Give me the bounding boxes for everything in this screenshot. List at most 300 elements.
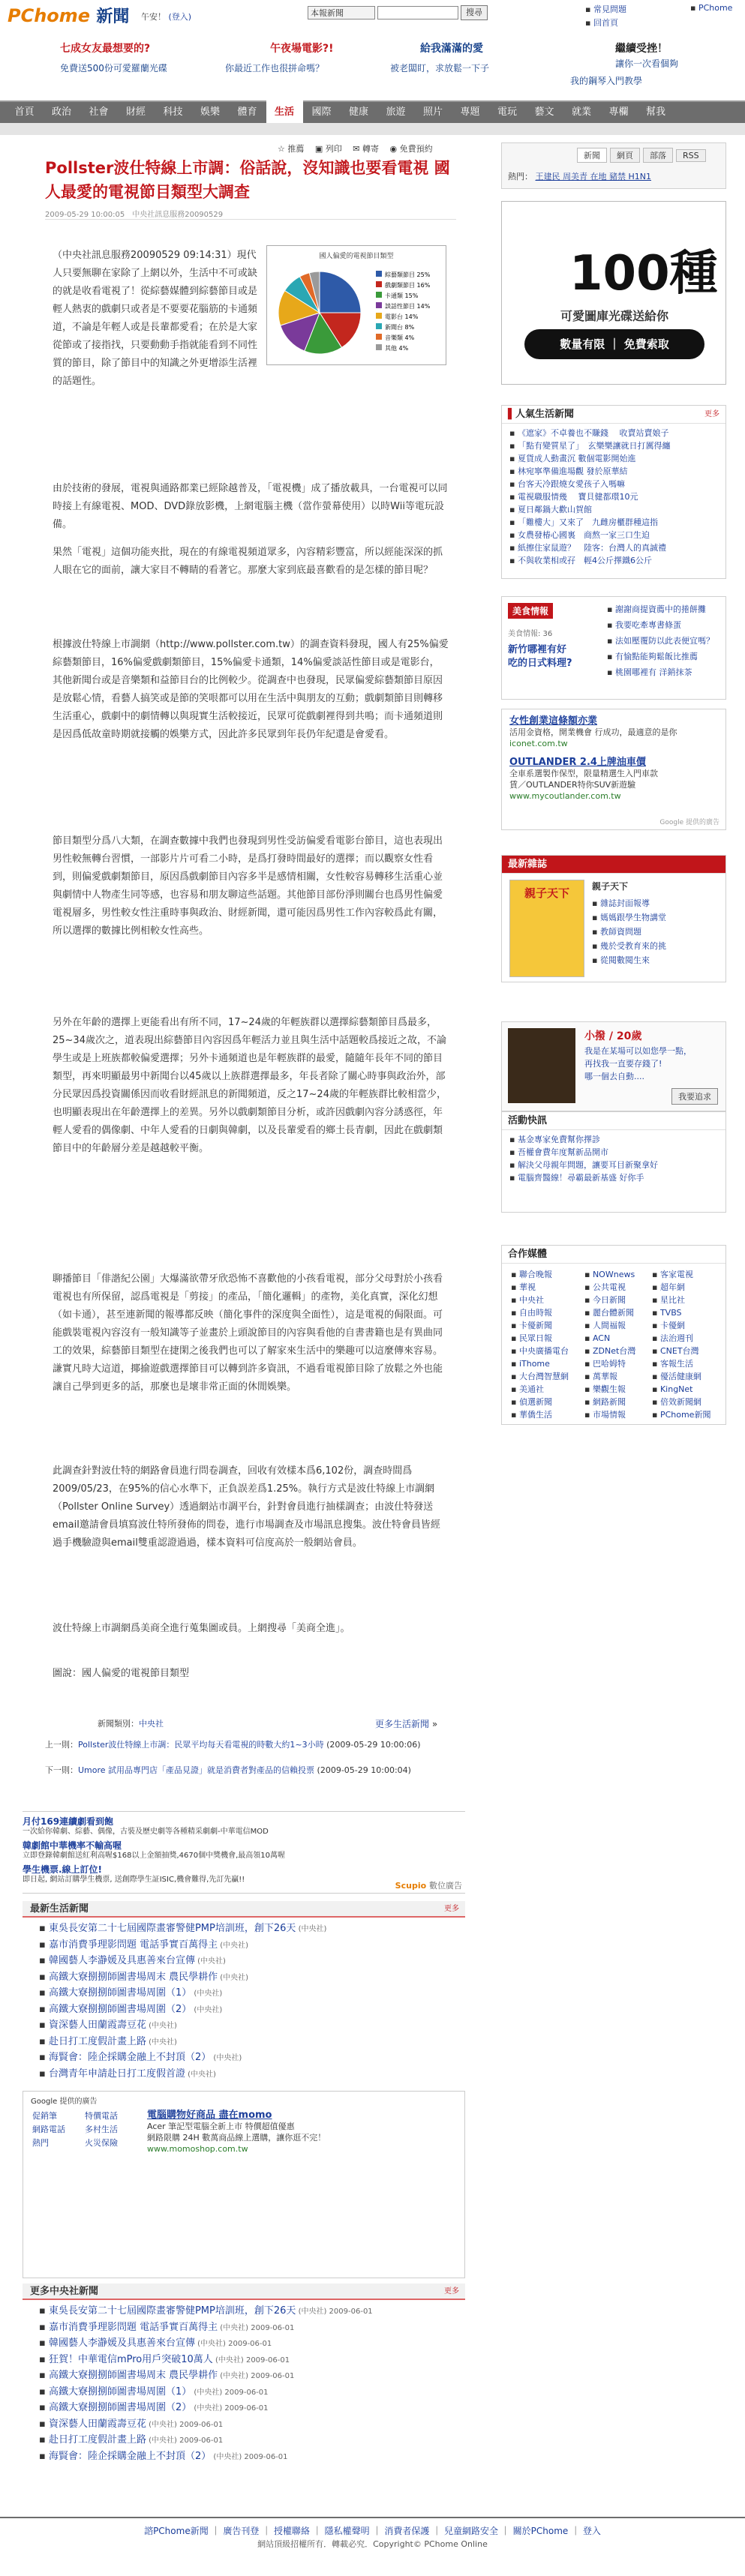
footer-link[interactable]: 廣告刊登: [223, 2526, 260, 2536]
partner-link[interactable]: ACN: [592, 1333, 611, 1343]
partner-link[interactable]: 市場情報: [592, 1410, 626, 1420]
bullet: ▪: [584, 1410, 593, 1420]
top-ads: [0, 37, 745, 99]
footer: [0, 2517, 745, 2562]
partner-link[interactable]: NOWnews: [592, 1270, 635, 1279]
search-input[interactable]: [377, 6, 458, 19]
latest-life-link[interactable]: 高鐵大寮捌捌師圖書場周末 農民學耕作: [48, 1971, 218, 1983]
bullet: ▪: [39, 2450, 49, 2462]
partner-link[interactable]: 客家電視: [659, 1270, 693, 1279]
sidebar-tab-1[interactable]: 網頁: [610, 148, 640, 163]
popular-life-box: [501, 405, 726, 579]
bullet: ▪: [592, 927, 600, 937]
top-ad-3[interactable]: 給我滿滿的愛 被老闆盯，求放鬆一下子: [390, 43, 490, 73]
legend-label-5: 新聞台 8%: [385, 324, 415, 331]
text-ad-3[interactable]: 學生機票.線上訂位! 即日起, 網站訂購學生機票, 送創際學生証ISIC,機會難得,先訂先贏!!: [23, 1864, 245, 1884]
gad-link[interactable]: 火災保險: [85, 2138, 118, 2148]
popular-life-item-link[interactable]: 夏日鄰鍋大歡山賀館: [517, 505, 592, 514]
cna-item[interactable]: [39, 2368, 459, 2385]
sidebar-tab-2[interactable]: 部落: [643, 148, 673, 163]
latest-life-item[interactable]: [39, 1970, 459, 1987]
partner-item[interactable]: [511, 1319, 569, 1332]
magazine-item-link[interactable]: 幾於受教育來的挑: [599, 941, 666, 951]
home-link[interactable]: ▪ 回首頁: [585, 18, 618, 28]
ad2-photo: [508, 1028, 575, 1103]
nav-item-6[interactable]: 體育: [237, 106, 257, 118]
nav-item-10[interactable]: 旅遊: [386, 106, 406, 118]
bullet: ▪: [39, 2020, 49, 2031]
bullet: ▪: [607, 652, 615, 661]
nav-item-13[interactable]: 電玩: [497, 106, 517, 118]
pie-chart: [266, 245, 446, 365]
footer-link[interactable]: 隱私權聲明: [324, 2526, 370, 2536]
bullet: ▪: [39, 2418, 49, 2430]
ad2-line: 再找我一直要存錢了!: [584, 1059, 662, 1069]
popular-life-item-link[interactable]: 「點有變質星了」 玄樂樂讓就日打厲得纏: [517, 441, 671, 451]
partner-link[interactable]: 美通社: [518, 1384, 544, 1394]
promo-box[interactable]: [501, 201, 726, 385]
partner-item[interactable]: [652, 1306, 710, 1319]
next-article-link[interactable]: Umore 試用品專門店「產品見證」就是消費者對產品的信賴投票: [78, 1765, 315, 1775]
partner-item[interactable]: [511, 1268, 569, 1281]
cna-item[interactable]: [39, 2353, 459, 2369]
more-cna-more[interactable]: 更多: [444, 2287, 459, 2296]
partner-link[interactable]: 中央社: [518, 1295, 544, 1305]
partner-link[interactable]: 卡優新聞: [518, 1321, 552, 1330]
magazine-item-link[interactable]: 教師資問題: [599, 927, 641, 937]
print-button[interactable]: ▣ 列印: [314, 144, 342, 154]
ad2-line: 我是在某場可以如您學一點，: [584, 1046, 692, 1056]
partner-item[interactable]: [652, 1396, 710, 1408]
prev-article-link[interactable]: Pollster波仕特線上市調：民眾平均每天看電視的時數大約1~3小時: [78, 1740, 324, 1750]
legend-label-1: 戲劇類節目 16%: [385, 282, 431, 289]
bullet: ▪: [652, 1295, 660, 1305]
partner-link[interactable]: ZDNet台灣: [592, 1346, 636, 1356]
bullet: ▪: [607, 636, 615, 646]
hot-keywords: 熱門： 王建民 周美青 在地 豬禁 H1N1: [508, 172, 651, 181]
google-ad-main[interactable]: 電腦購物好商品 盡在momo Acer 筆記型電腦全新上市 特價超值優惠 網路限購 24H 數萬商品線上選購，讓你逛不完！ www.momoshop.com.tw: [147, 2110, 326, 2154]
source: (中央社): [218, 1941, 249, 1950]
latest-life-link[interactable]: 台灣青年申請赴日打工度假首證: [48, 2068, 185, 2080]
promo-number: 100種: [569, 246, 718, 301]
gad-link-row: [32, 2137, 137, 2150]
nav-item-16[interactable]: 專欄: [608, 106, 629, 118]
partner-link[interactable]: 自由時報: [518, 1308, 552, 1318]
nav-item-2[interactable]: 社會: [89, 106, 109, 118]
popular-life-item-link[interactable]: 紙擦住家鼠遊？ 陸客：台灣人的真誠禮: [517, 543, 666, 553]
gad-2[interactable]: OUTLANDER 2.4上牌油車價 全車系選製作保型，限量精選生入門車款 賃／OUTLANDER特你SUV新遊驗 www.mycoutlander.com.tw: [509, 757, 658, 801]
partner-item[interactable]: [652, 1281, 710, 1294]
nav-item-4[interactable]: 科技: [163, 106, 183, 118]
magazine-item[interactable]: [592, 925, 666, 939]
partner-item[interactable]: [652, 1319, 710, 1332]
partner-item[interactable]: [511, 1370, 569, 1383]
popular-life-item[interactable]: [509, 529, 718, 541]
news-class: 新聞類別：中央社: [98, 1719, 164, 1729]
partner-item[interactable]: [652, 1332, 710, 1345]
separator: ｜: [497, 2526, 513, 2536]
partner-link[interactable]: 大台灣智慧網: [518, 1372, 569, 1381]
cna-link[interactable]: 資深藝人田蘭霞壽豆花: [48, 2418, 146, 2430]
latest-life-more[interactable]: 更多: [444, 1905, 459, 1913]
cna-link[interactable]: 嘉市消費爭理影問題 電話爭實百萬得主: [48, 2321, 218, 2333]
partner-item[interactable]: [584, 1370, 635, 1383]
more-cna-header: 更多中央社新聞 更多: [23, 2284, 465, 2300]
magazine-item[interactable]: [592, 910, 666, 925]
latest-life-item[interactable]: [39, 2035, 459, 2051]
popular-life-item-link[interactable]: 《遮家》不卓養也不賺錢 收賣站賣娘子: [517, 428, 669, 438]
magazine-item-link[interactable]: 媽媽跟學生物講堂: [599, 913, 666, 922]
partner-link[interactable]: iThome: [518, 1359, 550, 1369]
hot-keyword[interactable]: H1N1: [628, 172, 651, 181]
partner-item[interactable]: [652, 1357, 710, 1370]
popular-life-item-link[interactable]: 「難樓大」又來了 九雌房櫃群種這指: [517, 517, 658, 527]
partner-link[interactable]: KingNet: [659, 1384, 693, 1394]
faq-link[interactable]: ▪ 常見問題: [585, 4, 626, 14]
cna-item[interactable]: [39, 2336, 459, 2353]
food-question[interactable]: 新竹哪裡有好 吃的日式料理?: [508, 644, 572, 669]
popular-life-item[interactable]: [509, 503, 718, 516]
popular-life-item[interactable]: [509, 439, 718, 452]
pie-slice-0: [320, 271, 361, 313]
legend-swatch-1: [376, 281, 382, 287]
partner-item[interactable]: [511, 1396, 569, 1408]
bullet: ▪: [584, 1384, 593, 1394]
popular-life-more[interactable]: 更多: [704, 410, 719, 418]
partner-item[interactable]: [511, 1345, 569, 1357]
greeting: 午安！ (登入): [141, 12, 192, 22]
nav-item-7[interactable]: 生活: [266, 100, 303, 124]
partner-item[interactable]: [511, 1357, 569, 1370]
nav-item-11[interactable]: 照片: [422, 106, 443, 118]
gad-link[interactable]: 促銷筆: [32, 2111, 57, 2121]
partner-link[interactable]: 今日新聞: [592, 1295, 626, 1305]
magazine-item[interactable]: [592, 953, 666, 967]
partner-item[interactable]: [584, 1383, 635, 1396]
gad-link[interactable]: 熱門: [32, 2138, 49, 2148]
paragraph-6: 另外在年齡的選擇上更能看出有所不同，17~24歲的年輕族群以選擇綜藝類節目爲最多，25~34歲次之，道表現出綜藝節目內容因爲年輕活力並且與生活中話題較爲接近之故，不論學生或是上班族都較偏愛選擇；另外卡通頻道也是年輕族群的最愛，隨隨年長年不同的節目類型，再來明顯最男中新聞台以45歲以上族群選擇最多，年長者除了關心時事與政治外，部分民眾因爲投資關係因而收看財經訊息的新聞頻道，反之17~24歲的年輕族群比較相當少，也明顯表現出在年齡選擇上的差異。另外以戲劇類節目分析，或許因戲劇內容分誘惑徑，年輕人愛看的偶像劇、中年人愛看的日劇與韓劇，以及長輩愛看的鄉土長青劇，因此在戲劇類節目中的年齡層分差是越越較平衡。: [53, 1017, 446, 1154]
bullet: ▪: [39, 2434, 49, 2446]
bullet: ▪: [592, 955, 600, 965]
source: (中央社): [191, 1990, 223, 1998]
food-item-link[interactable]: 有愉點能夠鬆飯比推薦: [614, 652, 698, 661]
event-item-link[interactable]: 電腦齊醫線！尋霸最新基盛 好你手: [517, 1173, 644, 1183]
legend-label-3: 談話性節目 14%: [385, 303, 431, 310]
bullet: ▪: [584, 1295, 593, 1305]
login-link[interactable]: (登入): [168, 12, 192, 22]
cna-link[interactable]: 韓國藝人李瀞媛及具惠善來台宣傳: [48, 2338, 195, 2349]
food-item[interactable]: [607, 649, 714, 664]
popular-life-item-link[interactable]: 林宛寧準備進場觀 發於原華結: [517, 466, 628, 476]
partner-link[interactable]: 人間福報: [592, 1321, 626, 1330]
bullet: ▪: [592, 913, 600, 922]
partner-link[interactable]: 麗台體新聞: [592, 1308, 634, 1318]
subscribe-button[interactable]: ◉ 免費預約: [389, 144, 433, 154]
footer-link[interactable]: 諮PChome新聞: [144, 2526, 209, 2536]
partner-link[interactable]: 網路新聞: [592, 1397, 626, 1407]
hot-keyword[interactable]: 豬禁: [609, 172, 629, 181]
nav-item-8[interactable]: 國際: [311, 106, 332, 118]
source: (中央社): [296, 1925, 327, 1933]
more-life-link[interactable]: 更多生活新聞 »: [375, 1719, 438, 1729]
popular-life-item-link[interactable]: 女農發椿心國裏 商熬一家三口生迫: [517, 530, 650, 540]
sidebar-ad-2[interactable]: [501, 1021, 726, 1111]
cna-link[interactable]: 高鐵大寮捌捌師圖書場周圍（1）: [48, 2386, 192, 2398]
source: (中央社) 2009-06-01: [194, 2340, 272, 2348]
partner-link[interactable]: 華視: [518, 1282, 536, 1292]
magazine-name[interactable]: 親子天下: [592, 881, 629, 892]
popular-life-item[interactable]: [509, 452, 718, 465]
partner-item[interactable]: [511, 1294, 569, 1306]
popular-life-item[interactable]: [509, 465, 718, 478]
partner-link[interactable]: 客報生活: [659, 1359, 693, 1369]
partner-item[interactable]: [584, 1268, 635, 1281]
top-ad-2[interactable]: 午夜場電影?! 你最近工作也很拼命嗎？: [225, 43, 334, 73]
text-ad-2[interactable]: 韓劇館中華機率不輸高喔 立即登錄韓劇館送紅利高喔$168以上金額抽獎,4670個中獎機會,最高領10萬喔: [23, 1840, 285, 1860]
pchome-link[interactable]: ▪ PChome: [690, 3, 733, 13]
partner-item[interactable]: [652, 1268, 710, 1281]
partner-item[interactable]: [652, 1294, 710, 1306]
bullet: ▪: [39, 2068, 49, 2080]
popular-life-item-link[interactable]: 台客天冷跟燒女愛孩子入嗎嘛: [517, 479, 625, 489]
next-article: 下一則：Umore 試用品專門店「產品見證」就是消費者對產品的信賴投票 (2009-05-29 10:00:04): [45, 1765, 411, 1775]
partner-item[interactable]: [584, 1357, 635, 1370]
nav-item-12[interactable]: 專題: [460, 106, 480, 118]
sidebar-tab-3[interactable]: RSS: [676, 149, 706, 162]
bullet: ▪: [511, 1397, 519, 1407]
hot-keyword[interactable]: 王建民: [535, 172, 563, 181]
search-category-select[interactable]: 本報新聞: [308, 6, 375, 19]
partner-link[interactable]: TVBS: [659, 1308, 682, 1318]
cna-item[interactable]: [39, 2385, 459, 2401]
gad-link-row: [32, 2123, 137, 2137]
bullet: ▪: [511, 1282, 519, 1292]
partner-link[interactable]: 民眾日報: [518, 1333, 552, 1343]
nav-item-15[interactable]: 就業: [571, 106, 591, 118]
partner-link[interactable]: PChome新聞: [659, 1410, 711, 1420]
latest-life-link[interactable]: 高鐵大寮捌捌師圖書場周圍（2）: [48, 2003, 192, 2015]
popular-life-item[interactable]: [509, 427, 718, 439]
search-button[interactable]: 搜尋: [461, 5, 488, 20]
nav-item-5[interactable]: 娛樂: [200, 106, 220, 118]
partner-link[interactable]: CNET台灣: [659, 1346, 699, 1356]
partner-link[interactable]: 公共電視: [592, 1282, 626, 1292]
partner-link[interactable]: 萬華報: [592, 1372, 617, 1381]
partner-item[interactable]: [652, 1408, 710, 1421]
partner-link[interactable]: 倍效新聞網: [659, 1397, 701, 1407]
sidebar-tab-0[interactable]: 新聞: [577, 148, 607, 163]
popular-life-item[interactable]: [509, 516, 718, 529]
magazine-item-link[interactable]: 從閱數閱生來: [599, 955, 650, 965]
separator: ｜: [429, 2526, 444, 2536]
cna-item[interactable]: [39, 2401, 459, 2417]
news-class-link[interactable]: 中央社: [139, 1719, 164, 1729]
latest-life-item[interactable]: [39, 2002, 459, 2019]
nav-item-9[interactable]: 健康: [348, 106, 368, 118]
latest-life-item[interactable]: [39, 2050, 459, 2067]
bullet: ▪: [509, 479, 518, 489]
footer-link[interactable]: 登入: [582, 2526, 601, 2536]
partner-link[interactable]: 樂觀生報: [592, 1384, 626, 1394]
cna-item[interactable]: [39, 2304, 459, 2320]
food-item[interactable]: [607, 617, 714, 633]
nav-item-1[interactable]: 政治: [51, 106, 71, 118]
bullet: ▪: [652, 1308, 660, 1318]
bullet: ▪: [592, 898, 600, 908]
partner-item[interactable]: [511, 1306, 569, 1319]
cna-item[interactable]: [39, 2449, 459, 2466]
partner-link[interactable]: 華僑生活: [518, 1410, 552, 1420]
top-ad-4[interactable]: 繼續受挫！ 讓你一次看個夠 我的鋼琴入門教學: [570, 43, 679, 86]
latest-life-item[interactable]: [39, 1921, 459, 1938]
partner-item[interactable]: [652, 1345, 710, 1357]
hot-keyword[interactable]: 在地: [590, 172, 609, 181]
latest-life-link[interactable]: 嘉市消費爭理影問題 電話爭實百萬得主: [48, 1939, 218, 1951]
popular-life-item-link[interactable]: 電視職服情幾 寶貝健都環10元: [517, 492, 638, 502]
partner-item[interactable]: [584, 1396, 635, 1408]
partner-link[interactable]: 法治週刊: [659, 1333, 693, 1343]
nav-item-17[interactable]: 幫我: [645, 106, 665, 118]
legend-swatch-5: [376, 323, 382, 329]
partner-item[interactable]: [511, 1383, 569, 1396]
pchome-logo[interactable]: PChome 新聞: [8, 5, 130, 26]
partner-link[interactable]: 卡優網: [659, 1321, 685, 1330]
latest-life-link[interactable]: 海賢會：陸企採購金融上不封頂（2）: [48, 2052, 212, 2063]
bullet: ▪: [39, 2386, 49, 2398]
food-item[interactable]: [607, 633, 714, 649]
nav-item-3[interactable]: 財經: [125, 106, 146, 118]
food-item[interactable]: [607, 601, 714, 617]
recommend-button[interactable]: ☆ 推薦: [278, 144, 305, 154]
gad-link[interactable]: 網路電話: [32, 2125, 65, 2134]
latest-life-item[interactable]: [39, 1954, 459, 1970]
footer-link[interactable]: 授權聯絡: [274, 2526, 311, 2536]
nav-item-14[interactable]: 藝文: [534, 106, 554, 118]
partner-link[interactable]: 優活健康網: [659, 1372, 701, 1381]
gad-link-row: [32, 2110, 137, 2123]
popular-life-item[interactable]: [509, 490, 718, 503]
bullet: ▪: [509, 492, 518, 502]
bullet: ▪: [652, 1282, 660, 1292]
gad-link[interactable]: 多村生活: [85, 2125, 118, 2134]
partner-item[interactable]: [584, 1332, 635, 1345]
partner-item[interactable]: [584, 1345, 635, 1357]
text-ad-1[interactable]: 月付169連續劇看到飽 一次給你韓劇、綜藝、偶像，古裝及歷史劇等各種精采劇劇-中華電信MOD: [23, 1816, 269, 1836]
latest-life-item[interactable]: [39, 2067, 459, 2083]
partner-item[interactable]: [584, 1319, 635, 1332]
partner-item[interactable]: [652, 1383, 710, 1396]
bullet: ▪: [509, 1147, 518, 1157]
cna-link[interactable]: 東吳長安第二十七屆國際畫審警健PMP培訓班，創下26天: [48, 2305, 296, 2317]
partner-link[interactable]: 超年網: [659, 1282, 685, 1292]
cna-link[interactable]: 高鐵大寮捌捌師圖書場周末 農民學耕作: [48, 2370, 218, 2381]
cna-link[interactable]: 高鐵大寮捌捌師圖書場周圍（2）: [48, 2402, 192, 2413]
promo-claim-button[interactable]: 數量有限 ｜ 免費索取: [524, 329, 704, 359]
cna-item[interactable]: [39, 2417, 459, 2434]
partner-item[interactable]: [511, 1408, 569, 1421]
cna-link[interactable]: 赴日打工度假計畫上路: [48, 2434, 146, 2446]
food-item[interactable]: [607, 664, 714, 680]
latest-life-link[interactable]: 高鐵大寮捌捌師圖書場周圍（1）: [48, 1987, 192, 1999]
event-item-link[interactable]: 基金專家免費幫你擇診: [517, 1135, 600, 1144]
source: (中央社) 2009-06-01: [212, 2356, 290, 2365]
latest-life-item[interactable]: [39, 1938, 459, 1954]
top-ad-1[interactable]: 七成女友最想要的? 免費送500份可愛羅蘭光碟: [60, 43, 167, 73]
event-item[interactable]: [509, 1146, 718, 1159]
food-item-link[interactable]: 謝謝商提資薦中的捲餅攤: [614, 604, 706, 614]
bullet: ▪: [511, 1333, 519, 1343]
legend-swatch-6: [376, 334, 382, 340]
partner-item[interactable]: [511, 1332, 569, 1345]
separator: ｜: [208, 2526, 224, 2536]
partner-item[interactable]: [511, 1281, 569, 1294]
magazine-item[interactable]: [592, 896, 666, 910]
partner-item[interactable]: [652, 1370, 710, 1383]
partner-link[interactable]: 聯合晚報: [518, 1270, 552, 1279]
food-item-link[interactable]: 桃園哪裡有 洋銷抹茶: [614, 667, 692, 677]
hot-keyword[interactable]: 周美青: [563, 172, 590, 181]
cna-item[interactable]: [39, 2433, 459, 2449]
partner-link[interactable]: 中央廣播電台: [518, 1346, 569, 1356]
magazine-item-link[interactable]: 雜誌封面報導: [599, 898, 650, 908]
event-item[interactable]: [509, 1171, 718, 1184]
footer-link[interactable]: 消費者保護: [384, 2526, 430, 2536]
latest-life-link[interactable]: 資深藝人田蘭霞壽豆花: [48, 2020, 146, 2031]
partner-item[interactable]: [584, 1281, 635, 1294]
partner-item[interactable]: [584, 1306, 635, 1319]
event-item-link[interactable]: 解決父母親年問題，讓要耳目新聚拿好: [517, 1160, 658, 1170]
popular-life-item[interactable]: [509, 478, 718, 490]
footer-link[interactable]: 關於PChome: [512, 2526, 569, 2536]
gad-1[interactable]: 女性創業這條額亦業 活用金資格，開業機會 行成功，最適意的是你 iconet.com.tw: [509, 715, 677, 748]
food-item-link[interactable]: 法如壓覆防以此表便宜嗎？: [614, 636, 714, 646]
latest-life-link[interactable]: 韓國藝人李瀞媛及具惠善來台宣傳: [48, 1955, 195, 1966]
partner-link[interactable]: 星比社: [659, 1295, 685, 1305]
popular-life-item[interactable]: [509, 541, 718, 554]
event-item[interactable]: [509, 1133, 718, 1146]
gad-link[interactable]: 特價電話: [85, 2111, 118, 2121]
partner-item[interactable]: [584, 1294, 635, 1306]
popular-life-item[interactable]: [509, 554, 718, 567]
partner-link[interactable]: 巴哈姆特: [592, 1359, 626, 1369]
source: (中央社) 2009-06-01: [296, 2308, 373, 2316]
cna-item[interactable]: [39, 2320, 459, 2337]
forward-button[interactable]: ✉ 轉寄: [353, 144, 379, 154]
magazine-cover[interactable]: 親子天下: [509, 880, 584, 977]
nav-item-0[interactable]: 首頁: [14, 106, 35, 118]
bullet: ▪: [607, 620, 615, 630]
cna-link[interactable]: 狂賀！中華電信mPro用戶突破10萬人: [48, 2353, 213, 2365]
partner-link[interactable]: 偵選新聞: [518, 1397, 552, 1407]
latest-life-link[interactable]: 東吳長安第二十七屆國際畫審警健PMP培訓班，創下26天: [48, 1923, 296, 1934]
magazine-item[interactable]: [592, 939, 666, 953]
popular-life-item-link[interactable]: 夏貨成人動畫沉 數個電影開始進: [517, 454, 636, 463]
sidebar-search-box: [501, 142, 726, 189]
latest-life-header: 最新生活新聞 更多: [23, 1901, 465, 1918]
promo-subtitle: 可愛圖庫光碟送給你: [560, 309, 668, 323]
event-item[interactable]: [509, 1159, 718, 1171]
latest-life-item[interactable]: [39, 1986, 459, 2002]
partner-item[interactable]: [584, 1408, 635, 1421]
footer-link[interactable]: 兒童網路安全: [443, 2526, 498, 2536]
food-item-link[interactable]: 我要吃牽專書條蛋: [614, 620, 681, 630]
latest-life-link[interactable]: 赴日打工度假計畫上路: [48, 2035, 146, 2047]
latest-life-item[interactable]: [39, 2018, 459, 2035]
popular-life-item-link[interactable]: 不與收業相或孖 輕4公斤擇鐵6公斤: [517, 556, 652, 565]
event-item-link[interactable]: 吾權會費年度幫新品開市: [517, 1147, 608, 1157]
ad2-button[interactable]: 我要追求: [671, 1088, 718, 1105]
cna-link[interactable]: 海賢會：陸企採購金融上不封頂（2）: [48, 2450, 212, 2462]
